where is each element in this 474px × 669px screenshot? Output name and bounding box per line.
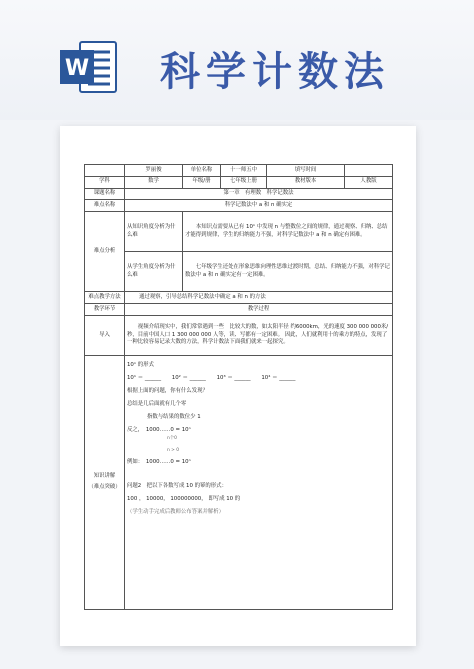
lecture-line: 问题2 把以下各数写成 10 的幂的形式：	[127, 483, 227, 490]
intro-text: 视频介绍现实中，我们常常遇到一些 比较大的数，如太阳半径 约6000km，光的速度 300 000 000米/秒，目前中国人口 1 300 000 000 人等，读、写都有一定困难。 因此，人们就利用十的乘方的特点，发现了一种比较容易记录大数的方法，科学计数法下面我们就来一起探究。	[125, 315, 393, 355]
table-row	[85, 292, 393, 304]
lecture-line: 总结是几后面就有几个零	[127, 400, 187, 407]
table-row	[85, 200, 393, 212]
analysis-label: 难点分析	[85, 212, 125, 292]
knowledge-analysis: 本知识点需要从已有 10ⁿ 中发现 n 与整数位之间的规律，通过观察、归纳、总结才能得到规律，学生的归纳能力不强，对科学记数法中 a 和 n 确定有困难。	[183, 212, 393, 252]
subject-label: 学科	[85, 176, 125, 188]
time-label: 填写时间	[267, 165, 345, 177]
lecture-line: 10ⁿ 的形式	[127, 362, 154, 369]
knowledge-angle: 从知识角度分析为什么难	[125, 212, 183, 252]
lecture-content	[125, 355, 393, 609]
lecture-line: 指数与结果的数位少 1	[147, 413, 201, 420]
table-row	[85, 355, 393, 609]
knowledge-label: 知识讲解	[93, 472, 116, 479]
table-row	[85, 252, 393, 292]
word-icon-letter: W	[64, 56, 90, 81]
student-angle: 从学生角度分析为什么难	[125, 252, 183, 292]
table-row	[85, 165, 393, 177]
time-value	[345, 165, 393, 177]
difficulty-value: 科学记数法中 a 和 n 确实定	[125, 200, 393, 212]
difficulty-label: 难点名称	[85, 200, 125, 212]
lecture-line: 10¹ ＝ ______ 10² ＝ ______ 10³ ＝ ______ 10⁴ ＝ ______	[127, 375, 296, 382]
stage-label: 教学环节	[85, 304, 125, 316]
word-icon	[58, 38, 118, 96]
lesson-plan-table	[84, 164, 393, 610]
unit-value: 十一师五中	[221, 165, 267, 177]
lecture-line: 根据上面的问题，你有什么发现？	[127, 388, 208, 395]
method-value: 通过观察，引导总结科学记数法中确定 a 和 n 的方法	[125, 292, 393, 304]
stage-value: 教学过程	[125, 304, 393, 316]
knowledge-section-label	[85, 355, 125, 609]
table-row	[85, 315, 393, 355]
grade-label: 年级/册	[183, 176, 221, 188]
table-row	[85, 176, 393, 188]
unit-label: 单位名称	[183, 165, 221, 177]
grade-value: 七年级上册	[221, 176, 267, 188]
student-analysis: 七年级学生还处在形象思维向理性思维过渡时期，总结、归纳能力不强，对科学记数法中 a 和 n 确实定有一定困难。	[183, 252, 393, 292]
lecture-line: 例如： 1000……0 = 10ⁿ	[127, 459, 191, 466]
table-row	[85, 304, 393, 316]
lecture-line: n个0	[167, 436, 177, 442]
page-title: 科学计数法	[160, 49, 390, 95]
knowledge-sub-label: （难点突破）	[88, 484, 121, 491]
method-label: 难点教学方法	[85, 292, 125, 304]
lecture-line: 100 ， 10000， 100000000， 即写成 10 的	[127, 495, 241, 502]
topic-value: 第一章 有理数 科学记数法	[125, 188, 393, 200]
subject-value: 数学	[125, 176, 183, 188]
teacher-name: 罗丽俊	[125, 165, 183, 177]
topic-label: 课题名称	[85, 188, 125, 200]
intro-label: 导入	[85, 315, 125, 355]
document-page	[60, 126, 416, 646]
edition-value: 人教版	[345, 176, 393, 188]
edition-label: 教材版本	[267, 176, 345, 188]
lecture-line: （学生动手完成后教师公布答案并解析）	[127, 508, 225, 515]
lecture-line: 反之， 1000……0 = 10ⁿ	[127, 426, 191, 433]
table-row	[85, 212, 393, 252]
table-row	[85, 188, 393, 200]
lecture-line: n > 0	[167, 447, 180, 453]
